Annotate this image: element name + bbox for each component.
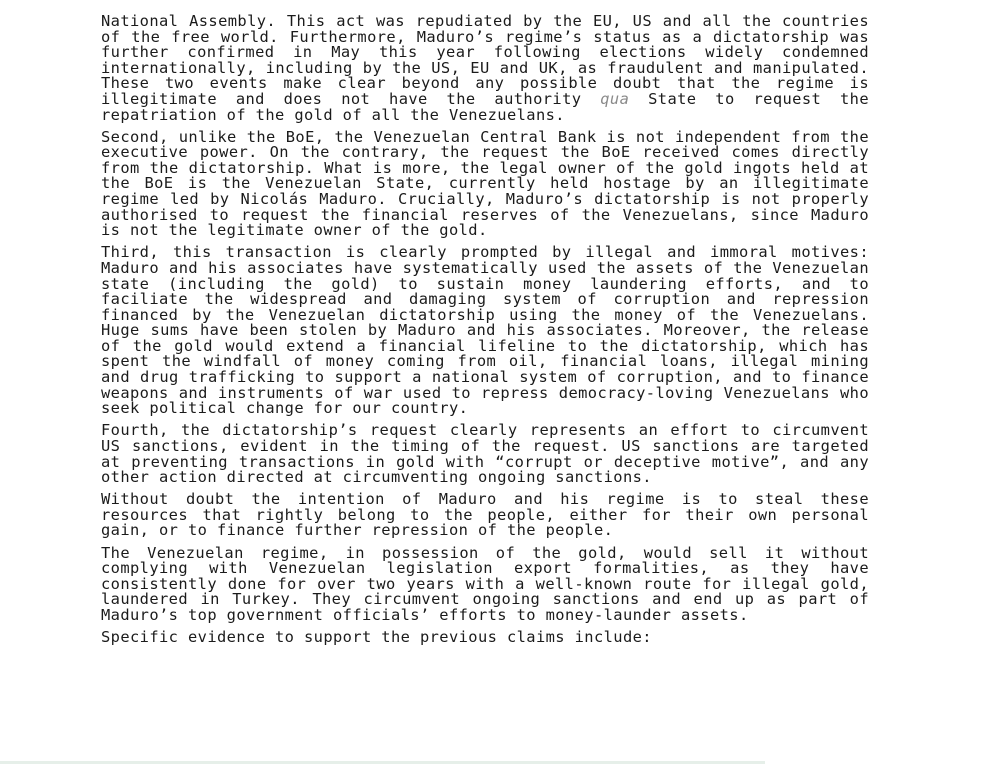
paragraph-specific-evidence: Specific evidence to support the previous claims include: bbox=[101, 627, 652, 646]
paragraph-venezuelan-regime: The Venezuelan regime, in possession of the gold, would sell it without complying with Venezuelan legislation export formalities, as they have consistently done for over two years with a well-known route for illegal gold, laundered in Turkey. They circumvent ongoing sanctions and end up as part of Maduro’s top government officials’ efforts to money-launder assets. bbox=[101, 543, 869, 624]
paragraph-fourth: Fourth, the dictatorship’s request clearly represents an effort to circumvent US sanctions, evident in the timing of the request. US sanctions are targeted at preventing transactions in gold with “corrupt or deceptive motive”, and any other action directed at circumventing ongoing sanctions. bbox=[101, 421, 869, 487]
paragraph-second: Second, unlike the BoE, the Venezuelan Central Bank is not independent from the executive power. On the contrary, the request the BoE received comes directly from the dictatorship. What is more, the legal owner of the gold ingots held at the BoE is the Venezuelan State, currently held hostage by an illegitimate regime led by Nicolás Maduro. Crucially, Maduro’s dictatorship is not properly authorised to request the financial reserves of the Venezuelans, since Maduro is not the legitimate owner of the gold. bbox=[101, 127, 869, 240]
document-page bbox=[101, 14, 869, 652]
paragraph-national-assembly bbox=[101, 14, 869, 123]
paragraph-without-doubt: Without doubt the intention of Maduro and his regime is to steal these resources that rightly belong to the people, either for their own personal gain, or to finance further repression of the people. bbox=[101, 490, 869, 540]
paragraph-text: National Assembly. This act was repudiated by the EU, US and all the countries of the free world. Furthermore, Maduro’s regime’s status as a dictatorship was further confirmed in May this year following elections widely condemned internationally, including by the US, EU and UK, as fraudulent and manipulated. These two events make clear beyond any possible doubt that the regime is illegitimate and does not have the authority bbox=[101, 12, 869, 108]
paragraph-text: State to request the repatriation of the gold of all the Venezuelans. bbox=[101, 89, 869, 124]
italic-qua: qua bbox=[600, 89, 630, 108]
paragraph-third: Third, this transaction is clearly prompted by illegal and immoral motives: Maduro and his associates have systematically used the assets of the Venezuelan state (including the gold) to sustain money laundering efforts, and to faciliate the widespread and damaging system of corruption and repression financed by the Venezuelan dictatorship using the money of the Venezuelans. Huge sums have been stolen by Maduro and his associates. Moreover, the release of the gold would extend a financial lifeline to the dictatorship, which has spent the windfall of money coming from oil, financial loans, illegal mining and drug trafficking to support a national system of corruption, and to finance weapons and instruments of war used to repress democracy-loving Venezuelans who seek political change for our country. bbox=[101, 243, 869, 418]
